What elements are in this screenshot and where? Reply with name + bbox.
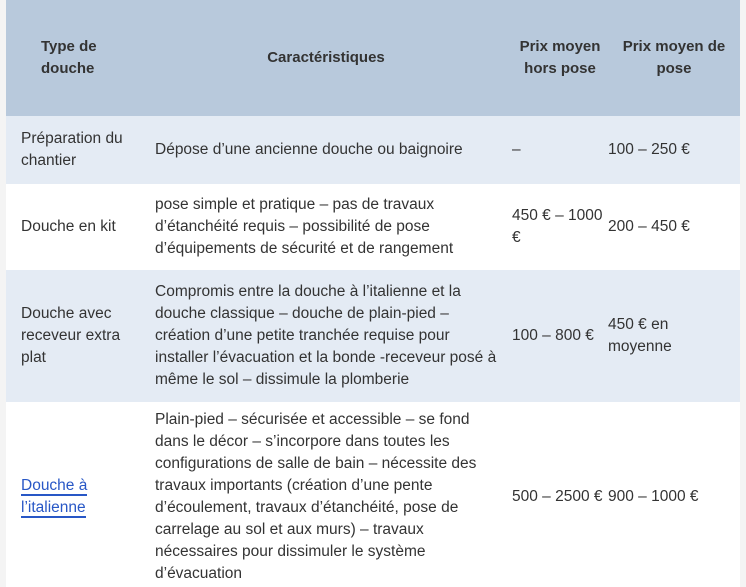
cell-type: Douche avec receveur extra plat — [6, 270, 140, 402]
cell-prix-hors-pose: – — [512, 116, 608, 184]
header-type: Type de douche — [6, 0, 140, 116]
cell-prix-pose: 200 – 450 € — [608, 184, 740, 270]
cell-caracteristiques: Dépose d’une ancienne douche ou baignoire — [140, 116, 512, 184]
cell-prix-pose: 100 – 250 € — [608, 116, 740, 184]
cell-prix-hors-pose: 100 – 800 € — [512, 270, 608, 402]
cell-caracteristiques: Plain-pied – sécurisée et accessible – se fond dans le décor – s’incorpore dans toutes les configurations de salle de bain – nécessite des travaux importants (création d’une pente d’écoulement, travaux d’étanchéité, pose de carrelage au sol et aux murs) – travaux nécessaires pour dissimuler le système d’évacuation — [140, 402, 512, 587]
douche-italienne-link[interactable]: Douche à l’italienne — [21, 477, 88, 516]
header-prix-hors-pose: Prix moyen hors pose — [512, 0, 608, 116]
table-row — [6, 270, 740, 402]
cell-type: Douche en kit — [6, 184, 140, 270]
cell-caracteristiques: Compromis entre la douche à l’italienne et la douche classique – douche de plain-pied – création d’une petite tranchée requise pour installer l’évacuation et la bonde -receveur posé à même le sol – dissimule la plomberie — [140, 270, 512, 402]
shower-price-table — [6, 0, 740, 587]
cell-type — [6, 402, 140, 587]
table-row — [6, 116, 740, 184]
cell-prix-pose: 450 € en moyenne — [608, 270, 740, 402]
cell-prix-hors-pose: 450 € – 1000 € — [512, 184, 608, 270]
table-header-row — [6, 0, 740, 116]
cell-type: Préparation du chantier — [6, 116, 140, 184]
header-caracteristiques: Caractéristiques — [140, 0, 512, 116]
cell-prix-hors-pose: 500 – 2500 € — [512, 402, 608, 587]
header-prix-pose: Prix moyen de pose — [608, 0, 740, 116]
table-row — [6, 402, 740, 587]
cell-caracteristiques: pose simple et pratique – pas de travaux d’étanchéité requis – possibilité de pose d’équipements de sécurité et de rangement — [140, 184, 512, 270]
table-row — [6, 184, 740, 270]
price-table-container — [6, 0, 740, 587]
cell-prix-pose: 900 – 1000 € — [608, 402, 740, 587]
